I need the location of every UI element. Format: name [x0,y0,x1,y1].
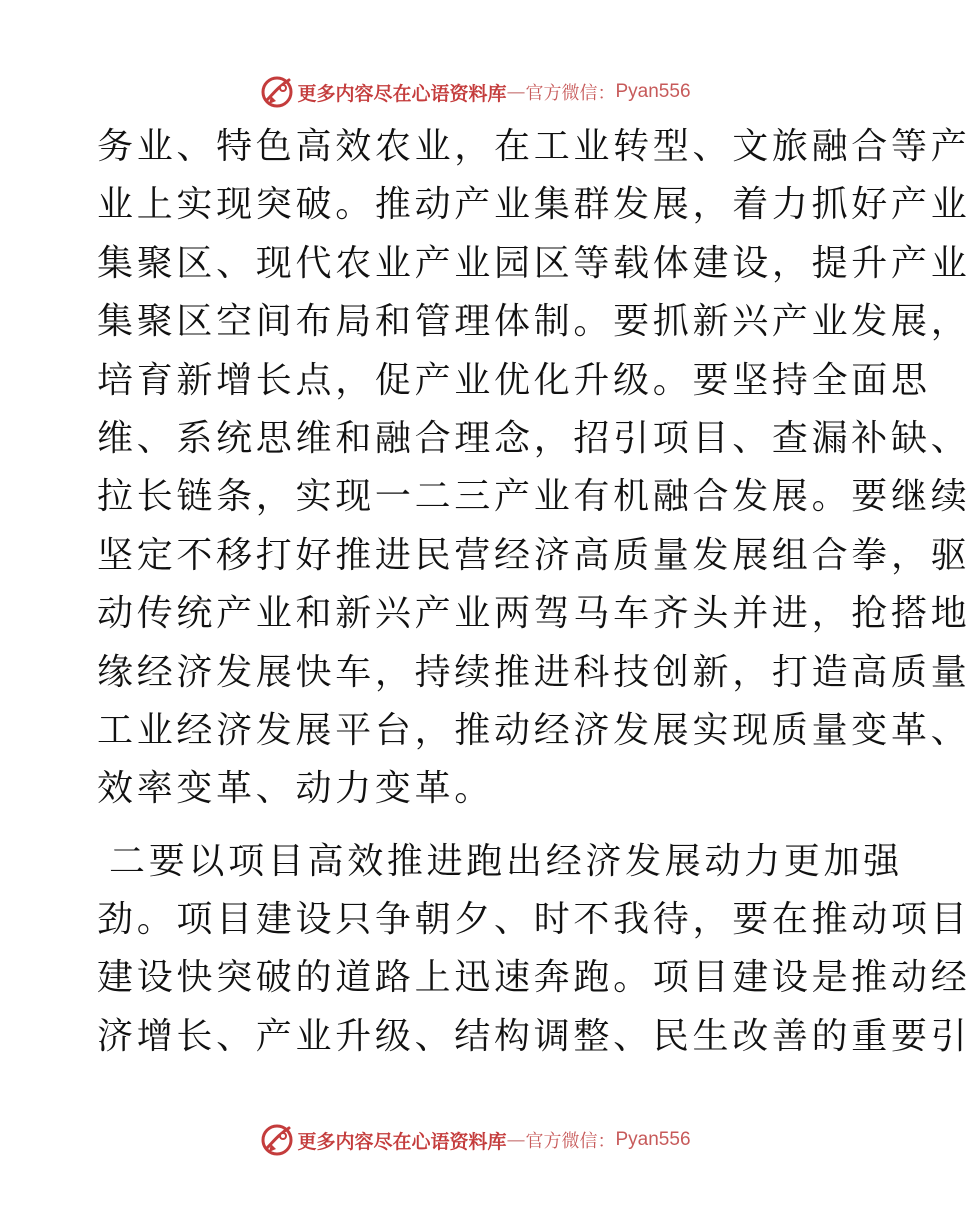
text-line: 坚定不移打好推进民营经济高质量发展组合拳，驱 [97,534,970,576]
header-dash: — [506,81,526,103]
footer-banner [0,1120,950,1160]
text-line: 务业、特色高效农业，在工业转型、文旅融合等产 [97,126,970,167]
text-line: 动传统产业和新兴产业两驾马车齐头并进，抢搭地 [97,593,970,635]
text-line: 济增长、产业升级、结构调整、民生改善的重要引 [97,1015,970,1057]
footer-wechat-label: 官方微信： [525,1131,616,1152]
pen-logo-icon [259,74,295,110]
text-line: 业上实现突破。推动产业集群发展，着力抓好产业 [97,184,970,226]
text-line: 拉长链条，实现一二三产业有机融合发展。要继续 [97,476,970,518]
footer-wechat-id: Pyan556 [615,1129,691,1150]
header-banner [0,72,950,112]
text-line: 缘经济发展快车，持续推进科技创新，打造高质量 [97,651,970,693]
header-wechat-id: Pyan556 [615,81,691,102]
header-site-text: 更多内容尽在心语资料库 [297,82,507,105]
header-wechat-label: 官方微信： [525,83,616,104]
text-line: 集聚区、现代农业产业园区等载体建设，提升产业 [97,242,970,284]
footer-site-text: 更多内容尽在心语资料库 [297,1130,507,1153]
paragraph-1 [97,118,970,819]
paragraph-2 [97,833,970,1067]
document-body [97,118,970,1066]
text-line: 工业经济发展平台，推动经济发展实现质量变革、 [97,709,970,751]
pen-logo-icon [259,1122,295,1158]
paragraph-gap [97,819,857,833]
text-line: 劲。项目建设只争朝夕、时不我待，要在推动项目 [97,899,970,941]
text-line: 效率变革、动力变革。 [97,768,495,810]
text-line: 集聚区空间布局和管理体制。要抓新兴产业发展， [97,301,970,343]
text-line: 二要以项目高效推进跑出经济发展动力更加强 [109,840,904,882]
text-line: 维、系统思维和融合理念，招引项目、查漏补缺、 [97,417,970,459]
text-line: 培育新增长点，促产业优化升级。要坚持全面思 [97,359,931,401]
text-line: 建设快突破的道路上迅速奔跑。项目建设是推动经 [97,957,970,999]
footer-dash: — [506,1129,526,1151]
